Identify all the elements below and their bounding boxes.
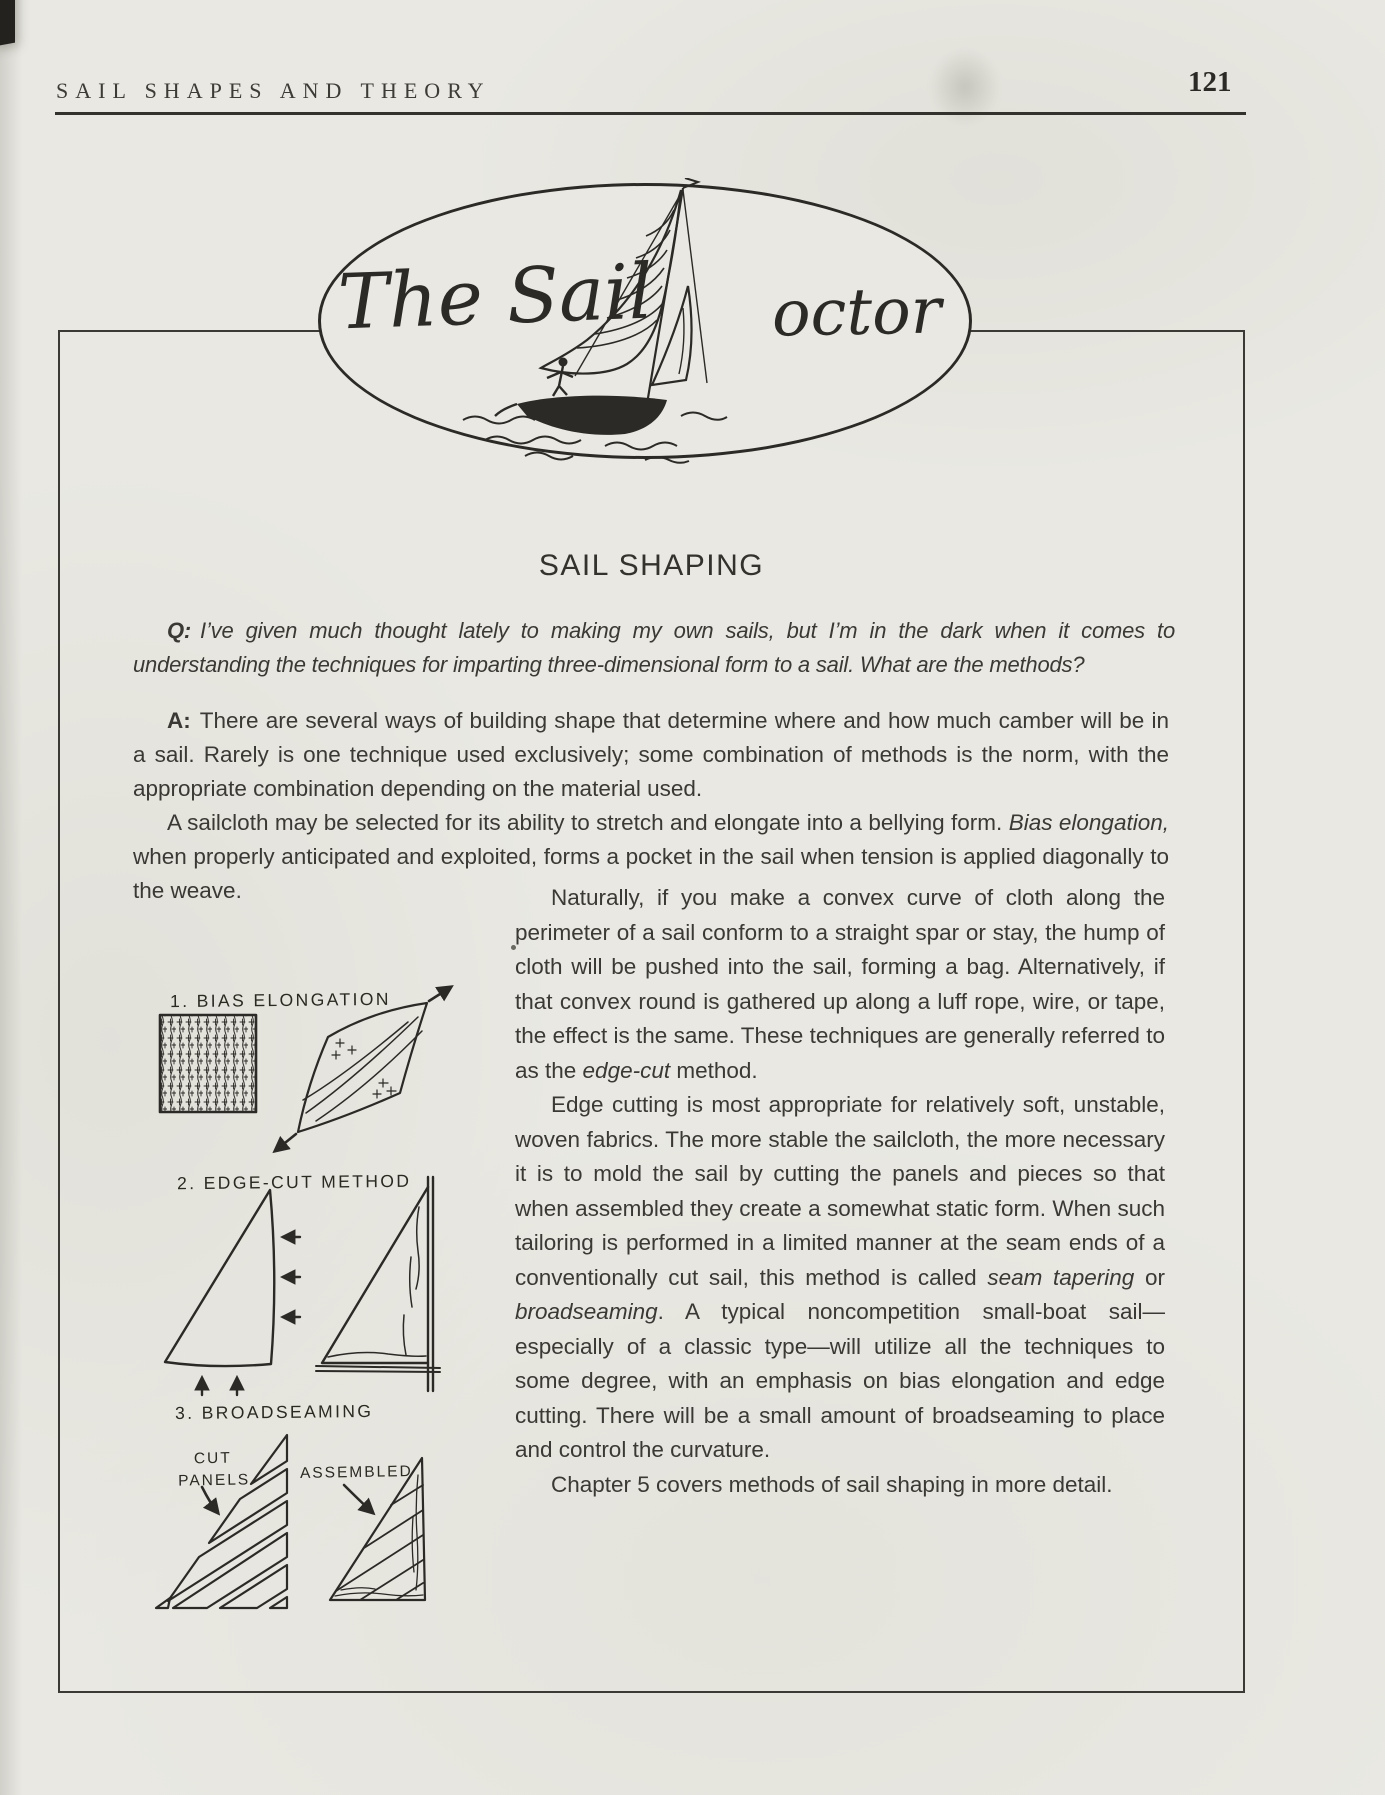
figure2-label: 2. EDGE-CUT METHOD bbox=[176, 1170, 412, 1194]
answer-p1-text: There are several ways of building shape that determine where and how much camber will be in a sail. Rarely is one technique used exclusively; some combination of methods is the norm, with the appropriate combination depending on the material used. bbox=[133, 708, 1169, 801]
figure3-broadseaming bbox=[140, 1425, 470, 1625]
question-label: Q: bbox=[167, 618, 192, 643]
cut-sail-panel bbox=[165, 1190, 274, 1366]
col-p2-run3: or bbox=[1134, 1264, 1165, 1290]
question-paragraph bbox=[133, 614, 1175, 682]
logo-text-the-sail: The Sail bbox=[336, 246, 655, 347]
column-paragraph-2 bbox=[515, 1088, 1165, 1468]
boat-hull bbox=[517, 396, 667, 435]
figure3-assembled-label: ASSEMBLED bbox=[299, 1463, 413, 1482]
col-p1-run2-italic: edge-cut bbox=[582, 1057, 671, 1083]
col-p2-run4-italic: broadseaming bbox=[515, 1299, 658, 1324]
sailboat-illustration bbox=[455, 178, 745, 468]
running-title: SAIL SHAPES AND THEORY bbox=[56, 78, 491, 103]
logo-text-octor: octor bbox=[771, 274, 942, 352]
answer-paragraph-1 bbox=[133, 704, 1169, 806]
answer-label: A: bbox=[167, 708, 191, 733]
boat-pennant bbox=[683, 178, 698, 188]
assembled-sail-group bbox=[330, 1458, 425, 1600]
weave-square bbox=[160, 1015, 256, 1112]
cut-panels-arrow bbox=[202, 1487, 218, 1513]
spar bbox=[428, 1177, 433, 1391]
boom bbox=[316, 1366, 440, 1372]
answer-column bbox=[515, 881, 1165, 1502]
answer-p2-run1: A sailcloth may be selected for its ability to stretch and elongate into a bellying form. bbox=[167, 810, 1009, 835]
column-paragraph-1 bbox=[515, 881, 1165, 1088]
sail-on-spar bbox=[322, 1187, 428, 1363]
scan-corner-artifact bbox=[0, 0, 15, 45]
header-rule bbox=[55, 112, 1246, 115]
pull-arrow-sw bbox=[275, 1134, 296, 1151]
col-p1-run1: Naturally, if you make a convex curve of cloth along the perimeter of a sail conform to a straight spar or stay, the hump of cloth will be pushed into the sail, forming a bag. Alternatively, if that convex round is gathered up along a luff rope, wire, or tape, the effect is the same. These techniques are generally referred to as the bbox=[515, 885, 1165, 1083]
col-p2-run1: Edge cutting is most appropriate for relatively soft, unstable, woven fabrics. The more stable the sailcloth, the more necessary it is to mold the sail by cutting the panels and pieces so that when assembled they create a somewhat static form. When such tailoring is performed in a limited manner at the seam ends of a conventionally cut sail, this method is called bbox=[515, 1092, 1165, 1290]
page-number: 121 bbox=[1188, 66, 1232, 98]
assembled-arrow bbox=[344, 1485, 373, 1513]
figure3-label: 3. BROADSEAMING bbox=[174, 1400, 374, 1424]
question-text: I’ve given much thought lately to making my own sails, but I’m in the dark when it comes to understanding the techniques for imparting three-dimensional form to a sail. What are the methods? bbox=[133, 618, 1175, 677]
cut-panels-group bbox=[156, 1435, 287, 1608]
figure2-edge-cut-method bbox=[140, 1165, 470, 1405]
pull-arrow-ne bbox=[429, 987, 451, 1001]
waves bbox=[463, 417, 535, 424]
article-title: SAIL SHAPING bbox=[538, 549, 765, 582]
column-paragraph-3: Chapter 5 covers methods of sail shaping in more detail. bbox=[551, 1471, 1113, 1497]
figure1-bias-elongation bbox=[140, 985, 470, 1165]
answer-p2-run2-italic: Bias elongation, bbox=[1008, 810, 1169, 835]
col-p1-run3: method. bbox=[670, 1057, 758, 1083]
col-p2-run2-italic: seam tapering bbox=[987, 1264, 1135, 1290]
answer-p2-run3: when properly anticipated and exploited, forms a pocket in the sail when tension is applied diagonally to the weave. bbox=[133, 844, 1169, 903]
answer-intro bbox=[133, 704, 1169, 908]
boat-mainsail bbox=[541, 190, 681, 374]
col-p2-run5: . A typical noncompetition small-boat sail—especially of a classic type—will utilize all the techniques to some degree, with an emphasis on bias elongation and edge cutting. There will be a small amount of broadseaming to place and control the curvature. bbox=[515, 1299, 1165, 1462]
figure1-label: 1. BIAS ELONGATION bbox=[169, 988, 391, 1012]
figure3-cut-panels-label: CUT PANELS bbox=[178, 1449, 251, 1490]
